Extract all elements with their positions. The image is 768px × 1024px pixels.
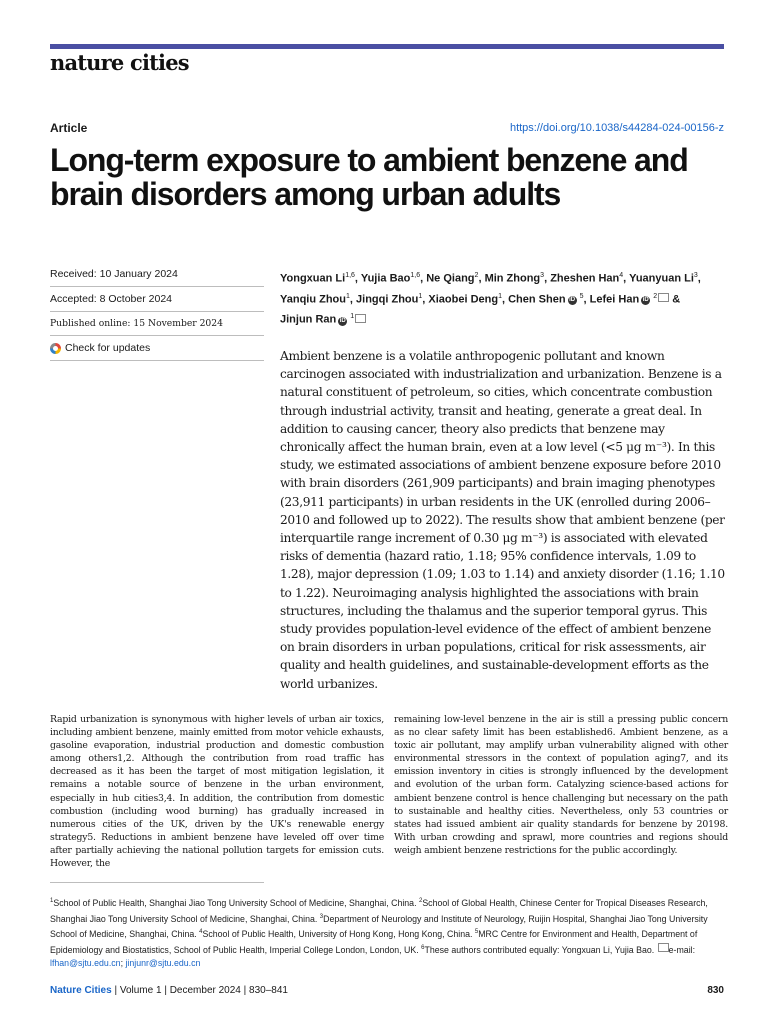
abstract: Ambient benzene is a volatile anthropogenic pollutant and known carcinogen associated with industrialization and urbanization. Benzene is a natural constituent of petroleum, so cities, which concentrate combustion through industrial activity, transit and heating, generate a great deal. In addition to causing cancer, theory also predicts that benzene may chronically affect the human brain, even at a low level (<5 μg m⁻³). In this study, we estimated associations of ambient benzene exposure before 2010 with brain disorders (261,909 participants) and brain imaging phenotypes (23,911 participants) in urban residents in the UK (enrolled during 2006–2010 and followed up to 2022). The results show that ambient benzene (per interquartile range increment of 0.30 μg m⁻³) is associated with elevated risks of dementia (hazard ratio, 1.18; 95% confidence intervals, 1.09 to 1.28), major depression (1.09; 1.03 to 1.14) and anxiety disorder (1.16; 1.10 to 1.22). Neuroimaging analysis highlighted the associations with brain structures, including the thalamus and the superior temporal gyrus. This study provides population-level evidence of the effect of ambient benzene on brain disorders in urban populations, critical for risk assessments, air quality and health guidelines, and sustainable-development efforts as the world urbanizes.: [280, 349, 725, 691]
email-link[interactable]: jinjunr@sjtu.edu.cn: [125, 958, 201, 969]
author-affiliation-marker: 4: [619, 272, 624, 279]
orcid-icon[interactable]: iD: [569, 297, 576, 304]
body-column-left: Rapid urbanization is synonymous with higher levels of urban air toxics, including ambient benzene, mainly emitted from motor vehicle exhausts, gasoline evaporation, industrial production and domestic combustion among others1,2. Although the contribution from road traffic has decreased as it has been the target of most mitigation legislation, it remains a notable source of benzene in the urban environment, especially in hub cities3,4. In addition, the contribution from domestic combustion (including wood burning) has gradually increased in numerous cities of the UK, driven by the UK's renewable energy strategy5. Reductions in ambient benzene have leveled off over time after partially achieving the national pollution targets for emission cuts. However, the: [50, 714, 384, 870]
journal-name[interactable]: nature cities: [50, 50, 189, 75]
mail-icon[interactable]: [658, 293, 669, 302]
author-affiliation-marker: 1: [350, 313, 355, 321]
affiliation-item: School of Public Health, Shanghai Jiao Tong University School of Medicine, Shanghai, China.: [53, 897, 419, 908]
doi-link[interactable]: https://doi.org/10.1038/s44284-024-00156-z: [509, 122, 724, 134]
email-link[interactable]: lfhan@sjtu.edu.cn: [50, 958, 121, 969]
mail-icon[interactable]: [355, 314, 366, 323]
affiliation-item: These authors contributed equally: Yongxuan Li, Yujia Bao.: [424, 944, 657, 955]
author-name[interactable]: Yongxuan Li: [280, 272, 346, 285]
author-name[interactable]: Yanqiu Zhou: [280, 293, 346, 306]
email-label: e-mail:: [668, 944, 696, 955]
author-name[interactable]: Yuanyuan Li: [629, 272, 694, 285]
author-affiliation-marker: 1,6: [410, 272, 421, 279]
author-affiliation-marker: 2: [653, 292, 658, 300]
author-name[interactable]: Chen Shen: [508, 293, 566, 306]
affiliations-divider: [50, 882, 264, 883]
article-title: Long-term exposure to ambient benzene and brain disorders among urban adults: [50, 142, 688, 212]
affiliation-item: School of Global Health, Chinese Center for Tropical Diseases Research, Shanghai Jiao Tong University School of Medicine, Shanghai, China.: [50, 897, 708, 924]
author-affiliation-marker: 5: [579, 292, 584, 300]
footer-journal: Nature Cities: [50, 985, 112, 996]
author-name[interactable]: Min Zhong: [484, 272, 541, 285]
author-affiliation-marker: 3: [693, 272, 698, 279]
author-name[interactable]: Jingqi Zhou: [356, 293, 419, 306]
check-updates-label: Check for updates: [65, 342, 151, 354]
author-name[interactable]: Jinjun Ran: [280, 313, 337, 326]
author-name[interactable]: Xiaobei Deng: [428, 293, 499, 306]
article-dates: [50, 262, 264, 361]
footer-pages: 830–841: [249, 985, 288, 996]
page-footer: Nature Cities | Volume 1 | December 2024 | 830–841: [50, 985, 288, 996]
author-affiliation-marker: 1: [498, 292, 502, 300]
author-affiliation-marker: 1,6: [345, 272, 355, 279]
footer-date: December 2024: [169, 985, 241, 996]
accepted-date: Accepted: 8 October 2024: [50, 287, 264, 312]
author-name[interactable]: Lefei Han: [589, 293, 640, 306]
author-affiliation-marker: 2: [474, 272, 479, 279]
author-name[interactable]: Zheshen Han: [550, 272, 620, 285]
footer-volume: Volume 1: [119, 985, 162, 996]
affiliation-item: Department of Neurology and Institute of Neurology, Ruijin Hospital, Shanghai Jiao Tong University School of Medicine, Shanghai, China.: [50, 913, 708, 939]
author-list: Yongxuan Li$^{1,6}$, Yujia Bao$^{1,6}$, Ne Qiang$^2$, Min Zhong$^3$, Zheshen Han$^4$, Yuanyuan Li$^3$, Yanqiu Zhou$^1$, Jingqi Zhou$^1$, Xiaobei Deng$^1$, Chen Shen iD $^5$, Lefei Han iD $^2$ & Jinjun Ran iD $^1$: [280, 272, 701, 326]
author-affiliation-marker: 3: [540, 272, 545, 279]
check-updates-icon: [50, 343, 61, 354]
page-number: 830: [707, 985, 724, 996]
author-name[interactable]: Ne Qiang: [426, 272, 475, 285]
author-affiliation-marker: 1: [346, 292, 350, 300]
affiliations: $^1$School of Public Health, Shanghai Jiao Tong University School of Medicine, Shanghai, China. $^2$School of Global Health, Chinese Center for Tropical Diseases Research, Shanghai Jiao Tong University School of Medicine, Shanghai, China. $^3$Department of Neurology and Institute of Neurology, Ruijin Hospital, Shanghai Jiao Tong University School of Medicine, Shanghai, China. $^4$School of Public Health, University of Hong Kong, Hong Kong, China. $^5$MRC Centre for Environment and Health, Department of Epidemiology and Biostatistics, School of Public Health, Imperial College London, London, UK. $^6$These authors contributed equally: Yongxuan Li, Yujia Bao. e-mail: lfhan@sjtu.edu.cn; jinjunr@sjtu.edu.cn: [50, 897, 708, 969]
affiliation-item: School of Public Health, University of Hong Kong, Hong Kong, China.: [202, 928, 475, 939]
check-for-updates-button[interactable]: [50, 336, 264, 361]
article-type-label: Article: [50, 121, 88, 135]
affiliation-item: MRC Centre for Environment and Health, Department of Epidemiology and Biostatistics, School of Public Health, Imperial College London, London, UK.: [50, 928, 698, 955]
author-name[interactable]: Yujia Bao: [360, 272, 411, 285]
orcid-icon[interactable]: iD: [642, 297, 649, 304]
received-date: Received: 10 January 2024: [50, 262, 264, 287]
journal-accent-bar: [50, 44, 724, 49]
orcid-icon[interactable]: iD: [339, 317, 346, 324]
mail-icon: [658, 943, 669, 952]
body-column-right: remaining low-level benzene in the air is still a pressing public concern as no clear safety limit has been established6. Ambient benzene, as a toxic air pollutant, may amplify urban vulnerability aligned with other environmental stressors in the context of population aging7, and its emission inventory in cities is strongly influenced by the development and evolution of the urban form. Catalyzing science-based actions for ambient benzene control is hence challenging but necessary on the path to sustainable and healthy cities. Nevertheless, only 53 countries or states had issued ambient air quality standards for benzene by 20198. With urban crowding and sprawl, more countries and regions should weigh ambient benzene restrictions for the public accordingly.: [394, 714, 728, 856]
author-affiliation-marker: 1: [418, 292, 423, 300]
published-date: Published online: 15 November 2024: [50, 312, 264, 336]
